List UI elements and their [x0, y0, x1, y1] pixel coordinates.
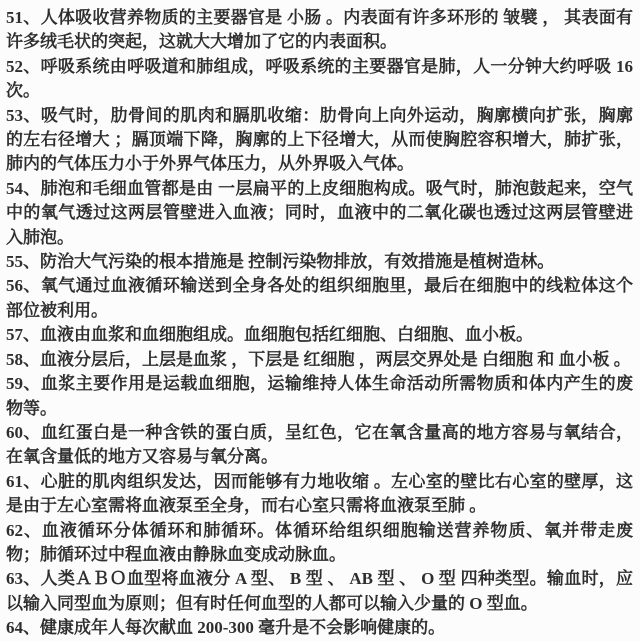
- item-number: 61、: [6, 471, 41, 491]
- note-item: [6, 616, 633, 640]
- item-text: 健康成年人每次献血 200-300 毫升是不会影响健康的。: [40, 618, 446, 638]
- item-text: 呼吸系统由呼吸道和肺组成，呼吸系统的主要器官是肺，人一分钟大约呼吸 16 次。: [6, 56, 634, 101]
- item-number: 59、: [6, 374, 41, 394]
- item-text: 人类ＡＢＯ血型将血液分 A 型、 B 型 、 AB 型 、 O 型 四种类型。输血时，应以输入同型血为原则；但有时任何血型的人都可以输入少量的 O 型血。: [6, 569, 634, 613]
- note-item: [6, 323, 633, 347]
- item-number: 58、: [6, 349, 40, 369]
- item-number: 63、: [6, 569, 41, 589]
- note-item: [6, 567, 633, 616]
- note-item: [6, 470, 633, 519]
- note-item: [6, 55, 633, 104]
- item-text: 防治大气污染的根本措施是 控制污染物排放，有效措施是植树造林。: [40, 252, 555, 272]
- item-text: 血液分层后，上层是血浆 ，下层是 红细胞 ，两层交界处是 白细胞 和 血小板 。: [40, 349, 631, 369]
- note-item: [6, 372, 633, 421]
- item-number: 64、: [6, 618, 40, 638]
- item-number: 57、: [6, 325, 40, 345]
- item-number: 52、: [6, 56, 41, 76]
- item-number: 53、: [6, 105, 41, 125]
- item-text: 血液由血浆和血细胞组成。血细胞包括红细胞、白细胞、血小板。: [40, 325, 533, 345]
- note-item: [6, 274, 633, 323]
- item-text: 心脏的肌肉组织发达，因而能够有力地收缩 。左心室的壁比右心室的壁厚，这是由于左心室需将血液泵至全身，而右心室只需将血液泵至肺 。: [6, 471, 634, 516]
- item-text: 血液循环分体循环和肺循环。体循环给组织细胞输送营养物质、氧并带走废物；肺循环过中程血液由静脉血变成动脉血。: [6, 520, 634, 564]
- note-item: [6, 250, 633, 274]
- item-text: 肺泡和毛细血管都是由 一层扁平的上皮细胞构成。吸气时，肺泡鼓起来，空气中的氧气透过这两层管壁进入血液；同时，血液中的二氧化碳也透过这两层管壁进入肺泡。: [6, 178, 634, 247]
- note-item: [6, 348, 633, 372]
- item-text: 血浆主要作用是运载血细胞，运输维持人体生命活动所需物质和体内产生的废物等。: [6, 374, 634, 418]
- item-number: 51、: [6, 8, 41, 27]
- item-number: 54、: [6, 178, 41, 198]
- note-item: [6, 104, 633, 177]
- item-text: 氧气通过血液循环输送到全身各处的组织细胞里，最后在细胞中的线粒体这个部位被利用。: [6, 276, 634, 320]
- item-number: 60、: [6, 422, 41, 442]
- item-number: 62、: [6, 520, 42, 540]
- item-number: 56、: [6, 276, 41, 296]
- note-item: [6, 6, 633, 55]
- note-item: [6, 421, 633, 470]
- item-text: 吸气时，肋骨间的肌肉和膈肌收缩：肋骨向上向外运动，胸廓横向扩张，胸廓的左右径增大 ；膈顶端下降，胸廓的上下径增大，从而使胸腔容积增大，肺扩张，肺内的气体压力小于外界气体压力，从外界吸入气体。: [6, 105, 634, 174]
- item-text: 人体吸收营养物质的主要器官是 小肠 。内表面有许多环形的 皱襞 ， 其表面有许多绒毛状的突起，这就大大增加了它的内表面积。: [6, 8, 634, 52]
- item-number: 55、: [6, 252, 40, 272]
- note-item: [6, 177, 633, 250]
- item-text: 血红蛋白是一种含铁的蛋白质，呈红色，它在氧含量高的地方容易与氧结合，在氧含量低的地方又容易与氧分离。: [6, 422, 634, 467]
- note-item: [6, 519, 633, 568]
